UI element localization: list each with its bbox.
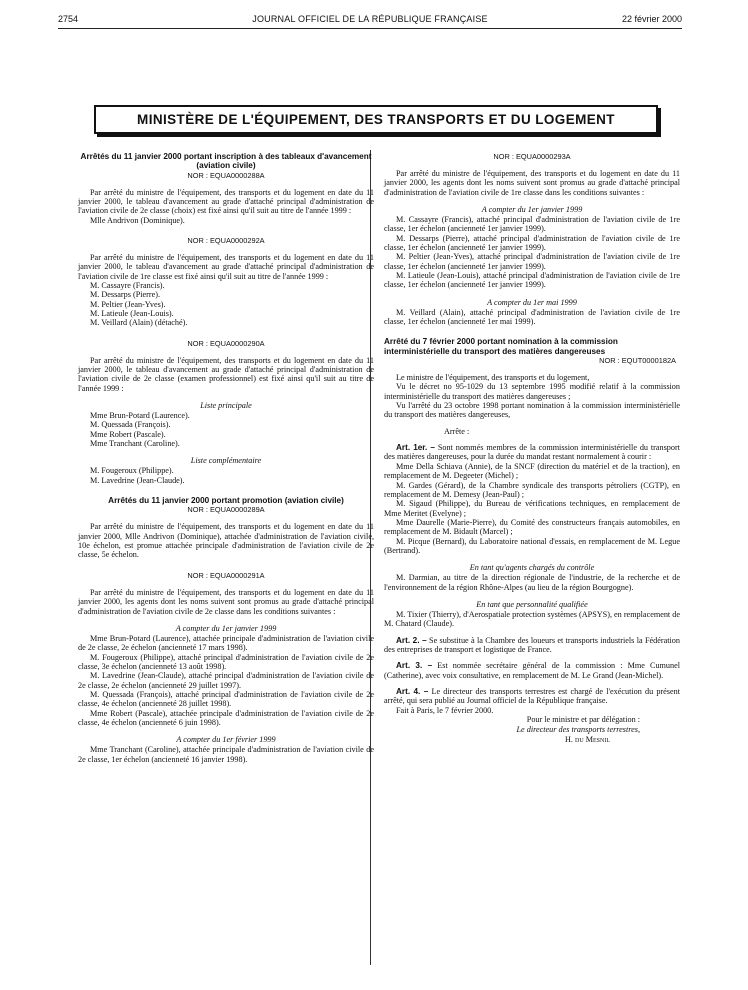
promotion-entry: M. Veillard (Alain), attaché principal d'administration de l'aviation civile de 1re classe, 1er échelon (ancienneté 1er mai 1999). bbox=[384, 307, 680, 327]
promotion-entry: M. Dessarps (Pierre), attaché principal d'administration de l'aviation civile de 1re classe, 1er échelon (ancienneté 1er janvier 1999). bbox=[384, 233, 680, 253]
name-entry: Mlle Andrivon (Dominique). bbox=[90, 215, 185, 225]
section-title: Arrêtés du 11 janvier 2000 portant promotion (aviation civile) bbox=[108, 496, 344, 506]
name-entry: Mme Tranchant (Caroline). bbox=[90, 439, 180, 449]
signature-line: Pour le ministre et par délégation : bbox=[526, 715, 640, 725]
member-entry: M. Tixier (Thierry), d'Aerospatiale protection systèmes (APSYS), en remplacement de M. Chatard (Claude). bbox=[384, 609, 680, 629]
decree-paragraph: Par arrêté du ministre de l'équipement, des transports et du logement en date du 11 janvier 2000, Mlle Andrivon (Dominique), attachée d'administration de l'aviation civile, 10e échelon, est promue attachée principale d'administration de l'aviation civile de 2e classe, 5e échelon. bbox=[78, 522, 374, 560]
decree-paragraph: Par arrêté du ministre de l'équipement, des transports et du logement en date du 11 janvier 2000, les agents dont les noms suivent sont promus au grade d'attaché principal d'administration de l'aviation civile de 2e classe dans les conditions suivantes : bbox=[78, 587, 374, 616]
name-entry: Mme Robert (Pascale). bbox=[90, 429, 166, 439]
name-list bbox=[78, 411, 374, 448]
article-text: Est nommée secrétaire général de la commission : Mme Cumunel (Catherine), avec voix consultative, en remplacement de M. Le Grand (Jean-Michel). bbox=[384, 661, 680, 680]
article-label: Art. 2. – bbox=[396, 635, 427, 645]
name-entry: M. Quessada (François). bbox=[90, 420, 171, 430]
nor-reference: NOR : EQUA0000289A bbox=[187, 505, 265, 515]
journal-title: JOURNAL OFFICIEL DE LA RÉPUBLIQUE FRANÇAISE bbox=[252, 14, 488, 24]
article-2 bbox=[384, 636, 680, 655]
name-entry: M. Latieule (Jean-Louis). bbox=[90, 309, 174, 319]
list-heading: Liste complémentaire bbox=[190, 456, 262, 466]
nor-reference: NOR : EQUA0000292A bbox=[187, 235, 265, 245]
section-title: Arrêté du 7 février 2000 portant nomination à la commission interministérielle du transport des matières dangereuses bbox=[384, 337, 618, 356]
member-entry: Mme Della Schiava (Annie), de la SNCF (direction du matériel et de la traction), en remplacement de M. Degeeter (Michel) ; bbox=[384, 461, 680, 481]
promotion-entry: Mme Robert (Pascale), attachée principale d'administration de l'aviation civile de 2e classe, 4e échelon (ancienneté 6 juin 1998). bbox=[78, 708, 374, 727]
nor-reference: NOR : EQUA0000290A bbox=[187, 338, 265, 348]
signature-title: Le directeur des transports terrestres, bbox=[516, 725, 640, 735]
section-title: Arrêtés du 11 janvier 2000 portant inscription à des tableaux d'avancement (aviation civile) bbox=[80, 152, 372, 171]
name-entry: M. Veillard (Alain) (détaché). bbox=[90, 318, 188, 328]
ministry-title: MINISTÈRE DE L'ÉQUIPEMENT, DES TRANSPORTS ET DU LOGEMENT bbox=[94, 105, 658, 134]
article-4 bbox=[384, 687, 680, 706]
page-number: 2754 bbox=[58, 14, 79, 24]
article-label: Art. 1er. – bbox=[396, 443, 435, 453]
promotion-entry: M. Latieule (Jean-Louis), attaché principal d'administration de l'aviation civile de 1re classe, 1er échelon (ancienneté 1er janvier 1999). bbox=[384, 271, 680, 290]
name-entry: M. Dessarps (Pierre). bbox=[90, 290, 161, 300]
done-at: Fait à Paris, le 7 février 2000. bbox=[396, 705, 494, 715]
name-list bbox=[78, 466, 374, 485]
date-heading: A compter du 1er janvier 1999 bbox=[175, 623, 277, 633]
article-3 bbox=[384, 661, 680, 680]
date-heading: A compter du 1er février 1999 bbox=[176, 735, 276, 745]
name-entry: M. Lavedrine (Jean-Claude). bbox=[90, 475, 185, 485]
article-text: Se substitue à la Chambre des loueurs et transports industriels la Fédération des entreprises de transport et logistique de France. bbox=[384, 635, 680, 654]
preamble-line: Vu le décret no 95-1029 du 13 septembre 1995 modifié relatif à la commission interministérielle du transport des matières dangereuses ; bbox=[384, 382, 680, 401]
promotion-entry: M. Cassayre (Francis), attaché principal d'administration de l'aviation civile de 1re classe, 1er échelon (ancienneté 1er janvier 1999). bbox=[384, 215, 680, 234]
promotion-entry: Mme Brun-Potard (Laurence), attachée principale d'administration de l'aviation civile de 2e classe, 2e échelon (ancienneté 17 mars 1998). bbox=[78, 633, 374, 653]
name-list bbox=[78, 281, 374, 328]
member-entry: M. Sigaud (Philippe), du Bureau de vérifications techniques, en remplacement de Mme Meritet (Evelyne) ; bbox=[384, 499, 680, 518]
nor-reference: NOR : EQUT0000182A bbox=[599, 356, 676, 366]
list-heading: Liste principale bbox=[200, 401, 252, 411]
member-entry: Mme Daurelle (Marie-Pierre), du Comité des constructeurs français automobiles, en remplacement de M. Bidault (Marcel) ; bbox=[384, 517, 680, 537]
promotion-entry: M. Quessada (François), attaché principal d'administration de l'aviation civile de 2e classe, 4e échelon (ancienneté 28 juillet 1998). bbox=[78, 689, 374, 709]
member-entry: M. Picque (Bernard), du Laboratoire national d'essais, en remplacement de M. Legue (Bertrand). bbox=[384, 536, 680, 555]
date-heading: A compter du 1er janvier 1999 bbox=[481, 205, 583, 215]
right-column bbox=[384, 152, 680, 745]
name-entry: Mme Brun-Potard (Laurence). bbox=[90, 411, 190, 421]
subsection-heading: En tant qu'agents chargés du contrôle bbox=[469, 563, 595, 573]
preamble-line: Le ministre de l'équipement, des transports et du logement, bbox=[396, 373, 590, 383]
date-heading: A compter du 1er mai 1999 bbox=[487, 297, 577, 307]
preamble-line: Vu l'arrêté du 23 octobre 1998 portant nomination à la commission interministérielle du transport des matières dangereuses, bbox=[384, 401, 680, 420]
article-1 bbox=[384, 443, 680, 462]
name-entry: M. Cassayre (Francis). bbox=[90, 281, 165, 290]
article-text: Le directeur des transports terrestres est chargé de l'exécution du présent arrêté, qui sera publié au Journal officiel de la République française. bbox=[384, 687, 680, 706]
promotion-entry: M. Lavedrine (Jean-Claude), attaché principal d'administration de l'aviation civile de 2e classe, 2e échelon (ancienneté 29 juillet 1997). bbox=[78, 671, 374, 690]
article-text: Sont nommés membres de la commission interministérielle du transport des matières dangereuses, pour la durée du mandat restant normalement à courir : bbox=[384, 443, 680, 462]
page-header bbox=[58, 12, 682, 29]
left-column bbox=[78, 152, 374, 764]
issue-date: 22 février 2000 bbox=[621, 14, 682, 24]
promotion-entry: M. Fougeroux (Philippe), attaché principal d'administration de l'aviation civile de 2e classe, 3e échelon (ancienneté 13 août 1998). bbox=[78, 652, 374, 671]
nor-reference: NOR : EQUA0000291A bbox=[187, 570, 265, 580]
subsection-heading: En tant que personnalité qualifiée bbox=[476, 599, 588, 609]
promotion-entry: M. Peltier (Jean-Yves), attaché principal d'administration de l'aviation civile de 1re classe, 1er échelon (ancienneté 1er janvier 1999). bbox=[384, 252, 680, 271]
name-entry: M. Peltier (Jean-Yves). bbox=[90, 299, 166, 309]
name-entry: M. Fougeroux (Philippe). bbox=[90, 466, 174, 476]
nor-reference: NOR : EQUA0000288A bbox=[187, 170, 265, 180]
article-label: Art. 3. – bbox=[396, 661, 433, 671]
promotion-entry: Mme Tranchant (Caroline), attachée principale d'administration de l'aviation civile de 2e classe, 1er échelon (ancienneté 16 janvier 1998). bbox=[78, 745, 374, 764]
member-entry: M. Gardes (Gérard), de la Chambre syndicale des transports pétroliers (CGTP), en remplacement de M. Demesy (Jean-Paul) ; bbox=[384, 480, 680, 499]
decree-paragraph: Par arrêté du ministre de l'équipement, des transports et du logement en date du 11 janvier 2000, le tableau d'avancement au grade d'attaché principal d'administration de l'aviation civile de 1re classe est fixé ainsi qu'il suit au titre de l'année 1999 : bbox=[78, 252, 374, 281]
arrete-heading: Arrête : bbox=[444, 426, 470, 436]
decree-paragraph: Par arrêté du ministre de l'équipement, des transports et du logement en date du 11 janvier 2000, le tableau d'avancement au grade d'attaché principal d'administration de l'aviation civile de 2e classe (choix) est fixé ainsi qu'il suit au titre de l'année 1999 : bbox=[78, 187, 374, 216]
signatory-name: H. du Mesnil bbox=[565, 735, 610, 745]
nor-reference: NOR : EQUA0000293A bbox=[493, 152, 571, 161]
article-label: Art. 4. – bbox=[396, 687, 429, 696]
member-entry: M. Darmian, au titre de la direction régionale de l'industrie, de la recherche et de l'environnement de la région Rhône-Alpes (au lieu de la région Bourgogne). bbox=[384, 573, 680, 592]
decree-paragraph: Par arrêté du ministre de l'équipement, des transports et du logement en date du 11 janvier 2000, le tableau d'avancement au grade d'attaché principal d'administration de l'aviation civile de 2e classe (examen professionnel) est fixé ainsi qu'il suit au titre de l'année 1999 : bbox=[78, 355, 374, 393]
decree-paragraph: Par arrêté du ministre de l'équipement, des transports et du logement en date du 11 janvier 2000, les agents dont les noms suivent sont promus au grade d'attaché principal d'administration de l'aviation civile de 1re classe dans les conditions suivantes : bbox=[384, 169, 680, 197]
